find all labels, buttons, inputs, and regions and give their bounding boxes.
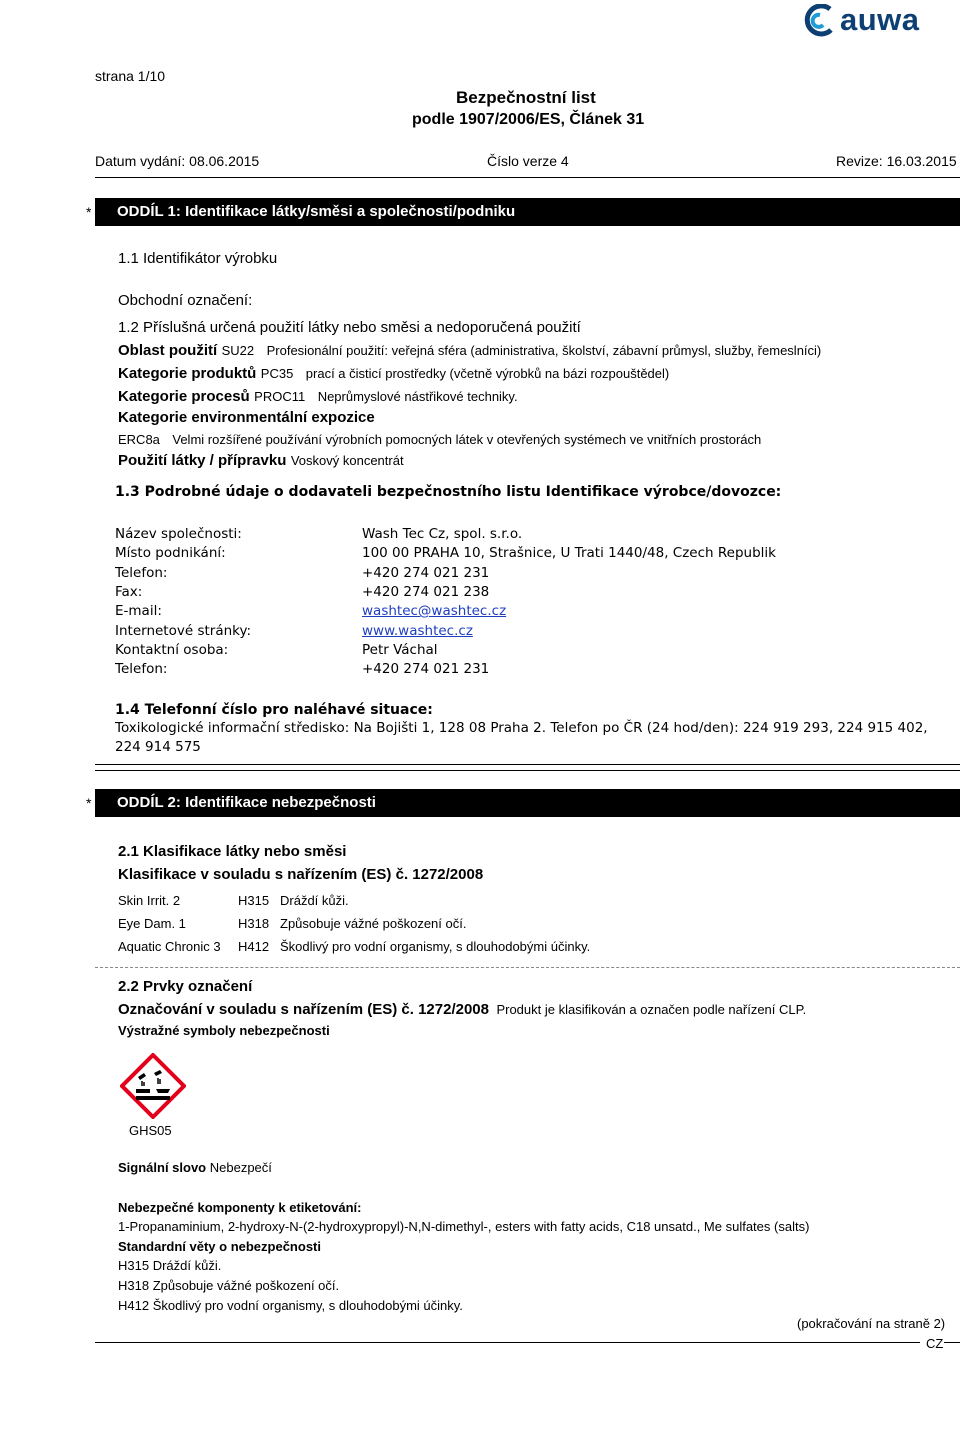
- hazard-text: Způsobuje vážné poškození očí.: [280, 916, 467, 931]
- process-category-code: PROC11: [254, 389, 306, 404]
- labelling-row: [118, 1001, 806, 1019]
- product-category-row: [118, 365, 669, 383]
- labelling-text: Produkt je klasifikován a označen podle nařízení CLP.: [496, 1002, 807, 1017]
- section-1-end-rule-2: [95, 770, 960, 771]
- supplier-link[interactable]: www.washtec.cz: [362, 623, 473, 639]
- hazard-statements-label: Standardní věty o nebezpečnosti: [118, 1239, 321, 1254]
- change-marker: *: [86, 795, 92, 811]
- classification-subtitle: Klasifikace v souladu s nařízením (ES) č. 1272/2008: [118, 866, 484, 883]
- ghs05-corrosion-icon: [120, 1053, 186, 1119]
- environmental-category-code: ERC8a: [118, 432, 160, 447]
- classification-category: Eye Dam. 1: [118, 916, 186, 931]
- supplier-label: Telefon:: [115, 661, 168, 677]
- hazard-code: H412: [238, 939, 270, 954]
- section-1-end-rule: [95, 764, 960, 765]
- product-category-text: prací a čisticí prostředky (včetně výrobků na bázi rozpouštědel): [305, 366, 670, 381]
- section-2-1-title: 2.1 Klasifikace látky nebo směsi: [118, 843, 347, 860]
- classification-category: Skin Irrit. 2: [118, 893, 181, 908]
- supplier-value: 100 00 PRAHA 10, Strašnice, U Trati 1440/48, Czech Republik: [362, 545, 776, 561]
- version-number: Číslo verze 4: [487, 153, 569, 169]
- hazard-code: H315: [238, 893, 270, 908]
- footer-rule-left: [95, 1342, 920, 1343]
- components-label: Nebezpečné komponenty k etiketování:: [118, 1200, 362, 1215]
- supplier-label: Telefon:: [115, 565, 168, 581]
- supplier-label: Fax:: [115, 584, 143, 600]
- continued-note: (pokračování na straně 2): [797, 1316, 946, 1331]
- supplier-value: Wash Tec Cz, spol. s.r.o.: [362, 526, 523, 542]
- dashed-separator: [95, 967, 960, 968]
- hazard-statement: H318 Způsobuje vážné poškození očí.: [118, 1278, 340, 1293]
- environmental-category-text: Velmi rozšířené používání výrobních pomocných látek v otevřených systémech ve vnitřních prostorách: [172, 432, 762, 447]
- section-2-heading: [95, 789, 960, 817]
- issue-date: Datum vydání: 08.06.2015: [95, 153, 260, 169]
- classification-category: Aquatic Chronic 3: [118, 939, 221, 954]
- pictograms-label: Výstražné symboly nebezpečnosti: [118, 1023, 330, 1038]
- footer-rule-right: [944, 1342, 960, 1343]
- labelling-subtitle: Označování v souladu s nařízením (ES) č. 1272/2008: [118, 1001, 489, 1018]
- trade-name-label: Obchodní označení:: [118, 292, 253, 309]
- supplier-label: Internetové stránky:: [115, 623, 252, 639]
- section-1-heading-text: ODDÍL 1: Identifikace látky/směsi a společnosti/podniku: [117, 203, 516, 220]
- auwa-logo-icon: [800, 4, 836, 38]
- section-2-heading-text: ODDÍL 2: Identifikace nebezpečnosti: [117, 794, 376, 811]
- supplier-link[interactable]: washtec@washtec.cz: [362, 603, 507, 619]
- hazard-text: Dráždí kůži.: [280, 893, 349, 908]
- use-area-text: Profesionální použití: veřejná sféra (administrativa, školství, zábavní průmysl, služby, řemeslníci): [266, 343, 822, 358]
- header-rule: [95, 177, 960, 178]
- hazard-text: Škodlivý pro vodní organismy, s dlouhodobými účinky.: [280, 939, 591, 954]
- use-area-label: Oblast použití: [118, 342, 218, 359]
- substance-use-label: Použití látky / přípravku: [118, 452, 287, 469]
- signal-word: Nebezpečí: [209, 1160, 272, 1175]
- substance-use-text: Voskový koncentrát: [290, 453, 404, 468]
- components-text: 1-Propanaminium, 2-hydroxy-N-(2-hydroxypropyl)-N,N-dimethyl-, esters with fatty acids, C18 unsatd., Me sulfates (salts): [118, 1219, 810, 1234]
- logo-text: auwa: [840, 2, 920, 37]
- hazard-statement: H315 Dráždí kůži.: [118, 1258, 222, 1273]
- substance-use-row: [118, 452, 404, 470]
- auwa-logo: [800, 2, 940, 40]
- supplier-value: +420 274 021 238: [362, 584, 490, 600]
- use-area-row: [118, 342, 821, 360]
- environmental-category-label: Kategorie environmentální expozice: [118, 409, 375, 426]
- supplier-label: Místo podnikání:: [115, 545, 226, 561]
- hazard-statement: H412 Škodlivý pro vodní organismy, s dlouhodobými účinky.: [118, 1298, 463, 1313]
- use-area-code: SU22: [221, 343, 255, 358]
- environmental-category-row: [118, 431, 761, 449]
- process-category-label: Kategorie procesů: [118, 388, 250, 405]
- product-category-code: PC35: [260, 366, 294, 381]
- section-1-heading: [95, 198, 960, 226]
- process-category-text: Neprůmyslové nástřikové techniky.: [317, 389, 518, 404]
- supplier-value: +420 274 021 231: [362, 661, 490, 677]
- revision-date: Revize: 16.03.2015: [836, 153, 957, 169]
- pictogram-code: GHS05: [129, 1123, 172, 1138]
- document-title: Bezpečnostní list: [456, 88, 596, 107]
- emergency-line-1: Toxikologické informační středisko: Na Bojišti 1, 128 08 Praha 2. Telefon po ČR (24 hod/den): 224 919 293, 224 915 402,: [115, 720, 928, 736]
- product-category-label: Kategorie produktů: [118, 365, 257, 382]
- section-1-4-title: 1.4 Telefonní číslo pro naléhavé situace:: [115, 702, 433, 718]
- supplier-label: Kontaktní osoba:: [115, 642, 229, 658]
- supplier-value: Petr Váchal: [362, 642, 438, 658]
- section-1-3-title: 1.3 Podrobné údaje o dodavateli bezpečnostního listu Identifikace výrobce/dovozce:: [115, 484, 782, 500]
- language-code: CZ: [926, 1336, 944, 1351]
- section-1-2-title: 1.2 Příslušná určená použití látky nebo směsi a nedoporučená použití: [118, 319, 581, 336]
- hazard-code: H318: [238, 916, 270, 931]
- supplier-label: Název společnosti:: [115, 526, 242, 542]
- signal-word-label: Signální slovo: [118, 1160, 207, 1175]
- process-category-row: [118, 388, 518, 406]
- document-subtitle: podle 1907/2006/ES, Článek 31: [412, 111, 645, 128]
- section-2-2-title: 2.2 Prvky označení: [118, 978, 253, 995]
- signal-word-row: [118, 1160, 272, 1175]
- page-number: strana 1/10: [95, 68, 166, 84]
- section-1-1-title: 1.1 Identifikátor výrobku: [118, 250, 278, 267]
- supplier-label: E-mail:: [115, 603, 162, 619]
- supplier-value: +420 274 021 231: [362, 565, 490, 581]
- change-marker: *: [86, 204, 92, 220]
- emergency-line-2: 224 914 575: [115, 739, 201, 755]
